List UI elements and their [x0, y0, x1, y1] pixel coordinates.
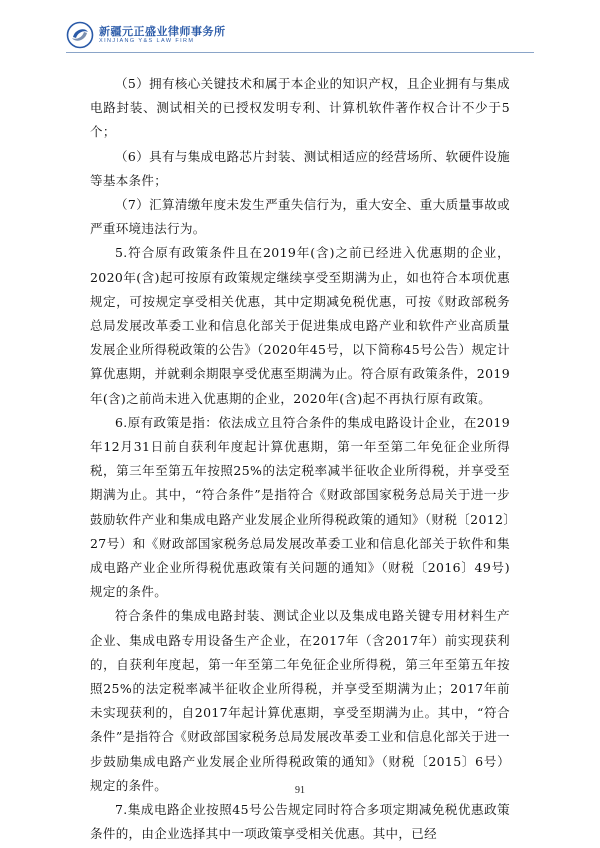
paragraph: 符合条件的集成电路封装、测试企业以及集成电路关键专用材料生产企业、集成电路专用设备生产企业，在2017年（含2017年）前实现获利的，自获利年度起，第一年至第二年免征企业所得税，第三年至第五年按照25%的法定税率减半征收企业所得税，并享受至期满为止；2017年前未实现获利的，自2017年起计算优惠期，享受至期满为止。其中，“符合条件”是指符合《财政部国家税务总局发展改革委工业和信息化部关于进一步鼓励集成电路产业发展企业所得税政策的通知》（财税〔2015〕6号）规定的条件。: [90, 608, 510, 793]
header-divider: [66, 52, 534, 53]
firm-logo-icon: [66, 21, 94, 49]
paragraph: 6.原有政策是指：依法成立且符合条件的集成电路设计企业，在2019年12月31日前自获利年度起计算优惠期，第一年至第二年免征企业所得税，第三年至第五年按照25%的法定税率减半征收企业所得税，并享受至期满为止。其中，“符合条件”是指符合《财政部国家税务总局关于进一步鼓励软件产业和集成电路产业发展企业所得税政策的通知》（财税〔2012〕27号）和《财政部国家税务总局发展改革委工业和信息化部关于软件和集成电路产业企业所得税优惠政策有关问题的通知》（财税〔2016〕49号)规定的条件。: [90, 414, 510, 600]
paragraph: 7.集成电路企业按照45号公告规定同时符合多项定期减免税优惠政策条件的，由企业选择其中一项政策享受相关优惠。其中，已经: [90, 802, 510, 842]
page-header: [66, 20, 546, 54]
body-text: [90, 72, 510, 847]
paragraph: （7）汇算清缴年度未发生严重失信行为，重大安全、重大质量事故或严重环境违法行为。: [90, 197, 510, 237]
firm-name-cn: 新疆元正盛业律师事务所: [99, 25, 226, 38]
paragraph: （6）具有与集成电路芯片封装、测试相适应的经营场所、软硬件设施等基本条件；: [90, 148, 510, 188]
paragraph: 5.符合原有政策条件且在2019年(含)之前已经进入优惠期的企业，2020年(含)起可按原有政策规定继续享受至期满为止，如也符合本项优惠规定，可按规定享受相关优惠，其中定期减免税优惠，可按《财政部税务总局发展改革委工业和信息化部关于促进集成电路产业和软件产业高质量发展企业所得税政策的公告》（2020年45号，以下简称45号公告）规定计算优惠期，并就剩余期限享受优惠至期满为止。符合原有政策条件，2019年(含)之前尚未进入优惠期的企业，2020年(含)起不再执行原有政策。: [90, 245, 510, 406]
paragraph: （5）拥有核心关键技术和属于本企业的知识产权，且企业拥有与集成电路封装、测试相关的已授权发明专利、计算机软件著作权合计不少于5个；: [90, 76, 510, 140]
firm-name-en: XINJIANG Y&S LAW FIRM: [99, 38, 195, 44]
page-number: 91: [295, 785, 305, 796]
